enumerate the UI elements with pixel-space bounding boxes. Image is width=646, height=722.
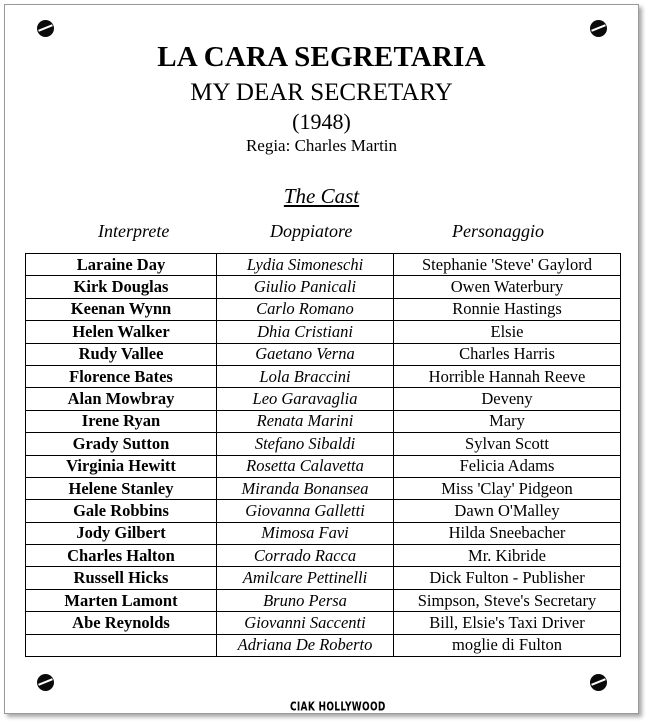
actor-cell: Grady Sutton — [26, 433, 217, 455]
table-row — [26, 276, 621, 298]
release-year: (1948) — [292, 109, 351, 134]
actor-cell: Irene Ryan — [26, 410, 217, 432]
table-row — [26, 388, 621, 410]
table-row — [26, 612, 621, 634]
voice-actor-cell: Giulio Panicali — [217, 276, 394, 298]
character-cell: Mary — [394, 410, 621, 432]
voice-actor-cell: Adriana De Roberto — [217, 634, 394, 656]
actor-cell: Rudy Vallee — [26, 343, 217, 365]
character-cell: Miss 'Clay' Pidgeon — [394, 477, 621, 499]
voice-actor-cell: Renata Marini — [217, 410, 394, 432]
screw-icon — [37, 20, 54, 37]
character-cell: Hilda Sneebacher — [394, 522, 621, 544]
actor-cell: Alan Mowbray — [26, 388, 217, 410]
character-cell: Charles Harris — [394, 343, 621, 365]
voice-actor-cell: Giovanna Galletti — [217, 500, 394, 522]
table-row — [26, 634, 621, 656]
table-row — [26, 589, 621, 611]
actor-cell: Russell Hicks — [26, 567, 217, 589]
character-cell: Dick Fulton - Publisher — [394, 567, 621, 589]
voice-actor-cell: Mimosa Favi — [217, 522, 394, 544]
original-title: MY DEAR SECRETARY — [190, 79, 453, 106]
column-header-voice: Doppiatore — [270, 221, 353, 241]
actor-cell: Helen Walker — [26, 321, 217, 343]
table-row — [26, 500, 621, 522]
director-credit: Regia: Charles Martin — [245, 136, 398, 155]
screw-icon — [37, 674, 54, 691]
character-cell: Sylvan Scott — [394, 433, 621, 455]
character-cell: Elsie — [394, 321, 621, 343]
voice-actor-cell: Lola Braccini — [217, 365, 394, 387]
voice-actor-cell: Gaetano Verna — [217, 343, 394, 365]
actor-cell: Charles Halton — [26, 545, 217, 567]
character-cell: Mr. Kibride — [394, 545, 621, 567]
voice-actor-cell: Leo Garavaglia — [217, 388, 394, 410]
actor-cell: Florence Bates — [26, 365, 217, 387]
actor-cell: Kirk Douglas — [26, 276, 217, 298]
voice-actor-cell: Miranda Bonansea — [217, 477, 394, 499]
voice-actor-cell: Carlo Romano — [217, 298, 394, 320]
character-cell: Simpson, Steve's Secretary — [394, 589, 621, 611]
voice-actor-cell: Corrado Racca — [217, 545, 394, 567]
table-row — [26, 567, 621, 589]
character-cell: Ronnie Hastings — [394, 298, 621, 320]
character-cell: Felicia Adams — [394, 455, 621, 477]
actor-cell: Keenan Wynn — [26, 298, 217, 320]
actor-cell: Abe Reynolds — [26, 612, 217, 634]
table-row — [26, 545, 621, 567]
voice-actor-cell: Dhia Cristiani — [217, 321, 394, 343]
screw-icon — [590, 20, 607, 37]
voice-actor-cell: Rosetta Calavetta — [217, 455, 394, 477]
table-row — [26, 365, 621, 387]
character-cell: Horrible Hannah Reeve — [394, 365, 621, 387]
cast-plaque — [4, 4, 639, 714]
table-row — [26, 522, 621, 544]
voice-actor-cell: Amilcare Pettinelli — [217, 567, 394, 589]
column-header-role: Personaggio — [452, 221, 544, 241]
table-row — [26, 455, 621, 477]
column-header-actor: Interprete — [98, 221, 170, 241]
actor-cell: Jody Gilbert — [26, 522, 217, 544]
table-row — [26, 321, 621, 343]
table-row — [26, 254, 621, 276]
voice-actor-cell: Giovanni Saccenti — [217, 612, 394, 634]
character-cell: Stephanie 'Steve' Gaylord — [394, 254, 621, 276]
character-cell: Bill, Elsie's Taxi Driver — [394, 612, 621, 634]
voice-actor-cell: Bruno Persa — [217, 589, 394, 611]
voice-actor-cell: Lydia Simoneschi — [217, 254, 394, 276]
ciak-hollywood-logo: CIAK HOLLYWOOD — [290, 701, 386, 715]
actor-cell: Marten Lamont — [26, 589, 217, 611]
italian-title: LA CARA SEGRETARIA — [157, 41, 486, 73]
table-row — [26, 298, 621, 320]
character-cell: moglie di Fulton — [394, 634, 621, 656]
table-row — [26, 477, 621, 499]
actor-cell — [26, 634, 217, 656]
cast-heading: The Cast — [283, 184, 360, 208]
table-row — [26, 433, 621, 455]
character-cell: Deveny — [394, 388, 621, 410]
voice-actor-cell: Stefano Sibaldi — [217, 433, 394, 455]
table-row — [26, 410, 621, 432]
actor-cell: Helene Stanley — [26, 477, 217, 499]
table-row — [26, 343, 621, 365]
actor-cell: Laraine Day — [26, 254, 217, 276]
screw-icon — [590, 674, 607, 691]
actor-cell: Virginia Hewitt — [26, 455, 217, 477]
actor-cell: Gale Robbins — [26, 500, 217, 522]
character-cell: Dawn O'Malley — [394, 500, 621, 522]
character-cell: Owen Waterbury — [394, 276, 621, 298]
cast-table — [25, 253, 621, 657]
